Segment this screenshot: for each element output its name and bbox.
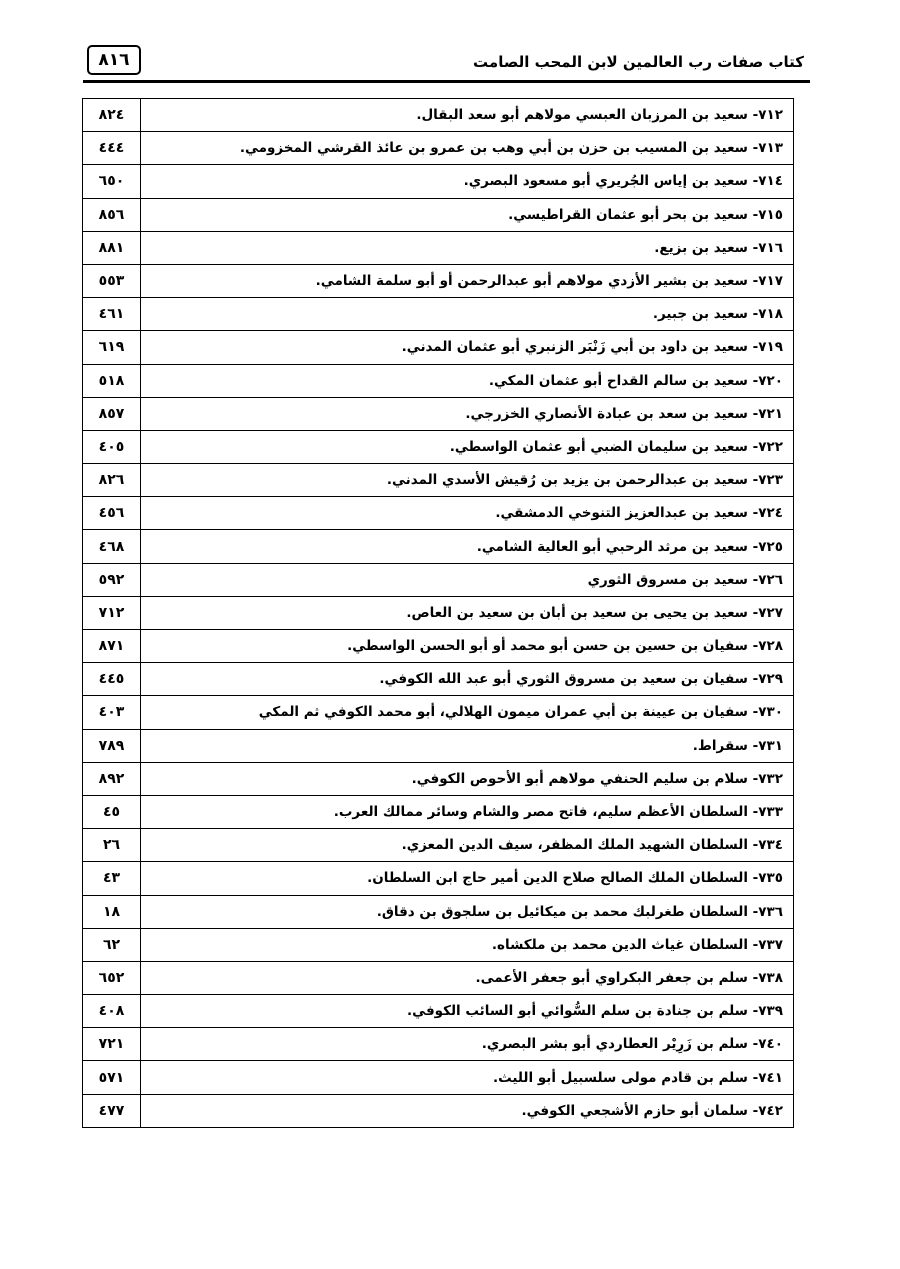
entry-page-number: ٨٥٦ <box>83 198 141 231</box>
entry-name: ٧٢٥- سعيد بن مرثد الرحبي أبو العالية الشامي. <box>141 530 794 563</box>
entry-name: ٧٣٨- سلم بن جعفر البكراوي أبو جعفر الأعمى. <box>141 961 794 994</box>
page-number: ٨١٦ <box>87 45 141 75</box>
table-row <box>83 99 794 132</box>
entry-page-number: ٥٩٢ <box>83 563 141 596</box>
book-title: كتاب صفات رب العالمين لابن المحب الصامت <box>473 53 804 71</box>
entry-page-number: ٤٤٤ <box>83 132 141 165</box>
entry-page-number: ٧٨٩ <box>83 729 141 762</box>
entry-page-number: ٨٢٤ <box>83 99 141 132</box>
table-row <box>83 198 794 231</box>
entry-name: ٧٣٠- سفيان بن عيينة بن أبي عمران ميمون الهلالي، أبو محمد الكوفي ثم المكي <box>141 696 794 729</box>
entry-name: ٧٣٣- السلطان الأعظم سليم، فاتح مصر والشام وسائر ممالك العرب. <box>141 795 794 828</box>
entry-name: ٧١٧- سعيد بن بشير الأزدي مولاهم أبو عبدالرحمن أو أبو سلمة الشامي. <box>141 264 794 297</box>
table-row <box>83 696 794 729</box>
entry-page-number: ٨٥٧ <box>83 397 141 430</box>
entry-name: ٧١٣- سعيد بن المسيب بن حزن بن أبي وهب بن عمرو بن عائذ القرشي المخزومي. <box>141 132 794 165</box>
entry-name: ٧٤١- سلم بن قادم مولى سلسبيل أبو الليث. <box>141 1061 794 1094</box>
entry-name: ٧٢٠- سعيد بن سالم القداح أبو عثمان المكي. <box>141 364 794 397</box>
entry-name: ٧٢١- سعيد بن سعد بن عبادة الأنصاري الخزرجي. <box>141 397 794 430</box>
entry-name: ٧٣٢- سلام بن سليم الحنفي مولاهم أبو الأحوص الكوفي. <box>141 762 794 795</box>
table-row <box>83 895 794 928</box>
entry-name: ٧٢٩- سفيان بن سعيد بن مسروق الثوري أبو عبد الله الكوفي. <box>141 663 794 696</box>
index-table <box>82 98 794 1128</box>
entry-page-number: ٦١٩ <box>83 331 141 364</box>
page-header <box>83 45 810 79</box>
table-row <box>83 630 794 663</box>
entry-page-number: ٨٨١ <box>83 231 141 264</box>
entry-name: ٧٣٦- السلطان طغرلبك محمد بن ميكائيل بن سلجوق بن دقاق. <box>141 895 794 928</box>
entry-page-number: ٦٢ <box>83 928 141 961</box>
table-row <box>83 596 794 629</box>
table-row <box>83 530 794 563</box>
header-rule <box>83 80 810 83</box>
table-row <box>83 132 794 165</box>
table-row <box>83 729 794 762</box>
entry-name: ٧٢٨- سفيان بن حسين بن حسن أبو محمد أو أبو الحسن الواسطي. <box>141 630 794 663</box>
table-row <box>83 264 794 297</box>
entry-page-number: ٥٥٣ <box>83 264 141 297</box>
entry-name: ٧٢٧- سعيد بن يحيى بن سعيد بن أبان بن سعيد بن العاص. <box>141 596 794 629</box>
entry-page-number: ٤٣ <box>83 862 141 895</box>
table-row <box>83 497 794 530</box>
table-row <box>83 795 794 828</box>
table-row <box>83 1094 794 1127</box>
entry-page-number: ٥٧١ <box>83 1061 141 1094</box>
entry-name: ٧٣٤- السلطان الشهيد الملك المظفر، سيف الدين المعزي. <box>141 829 794 862</box>
entry-name: ٧٤٢- سلمان أبو حازم الأشجعي الكوفي. <box>141 1094 794 1127</box>
entry-page-number: ٨٧١ <box>83 630 141 663</box>
table-row <box>83 231 794 264</box>
entry-page-number: ٥١٨ <box>83 364 141 397</box>
entry-name: ٧١٩- سعيد بن داود بن أبي زَنْبَر الزنبري أبو عثمان المدني. <box>141 331 794 364</box>
entry-page-number: ٤٦٨ <box>83 530 141 563</box>
entry-name: ٧١٦- سعيد بن بزيع. <box>141 231 794 264</box>
entry-page-number: ٦٥٢ <box>83 961 141 994</box>
entry-name: ٧٢٤- سعيد بن عبدالعزيز التنوخي الدمشقي. <box>141 497 794 530</box>
table-row <box>83 331 794 364</box>
table-row <box>83 298 794 331</box>
entry-name: ٧٢٦- سعيد بن مسروق الثوري <box>141 563 794 596</box>
entry-name: ٧٢٣- سعيد بن عبدالرحمن بن يزيد بن رُقيش الأسدي المدني. <box>141 464 794 497</box>
entry-page-number: ٧٢١ <box>83 1028 141 1061</box>
table-row <box>83 397 794 430</box>
entry-name: ٧٣١- سقراط. <box>141 729 794 762</box>
entry-page-number: ٦٥٠ <box>83 165 141 198</box>
entry-page-number: ٢٦ <box>83 829 141 862</box>
entry-name: ٧١٤- سعيد بن إياس الجُريري أبو مسعود البصري. <box>141 165 794 198</box>
table-row <box>83 165 794 198</box>
table-row <box>83 430 794 463</box>
table-row <box>83 364 794 397</box>
table-row <box>83 862 794 895</box>
entry-name: ٧٣٥- السلطان الملك الصالح صلاح الدين أمير حاج ابن السلطان. <box>141 862 794 895</box>
entry-page-number: ٤٠٨ <box>83 995 141 1028</box>
table-row <box>83 1061 794 1094</box>
table-row <box>83 563 794 596</box>
entry-page-number: ٨٢٦ <box>83 464 141 497</box>
table-row <box>83 928 794 961</box>
entry-name: ٧١٨- سعيد بن جبير. <box>141 298 794 331</box>
table-row <box>83 995 794 1028</box>
entry-page-number: ٤٧٧ <box>83 1094 141 1127</box>
entry-page-number: ٤٥٦ <box>83 497 141 530</box>
entry-page-number: ٨٩٢ <box>83 762 141 795</box>
entry-name: ٧٣٩- سلم بن جنادة بن سلم السُّوائي أبو السائب الكوفي. <box>141 995 794 1028</box>
entry-page-number: ٤٥ <box>83 795 141 828</box>
table-row <box>83 961 794 994</box>
entry-page-number: ٧١٢ <box>83 596 141 629</box>
table-row <box>83 1028 794 1061</box>
table-row <box>83 829 794 862</box>
entry-name: ٧١٥- سعيد بن بحر أبو عثمان القراطيسي. <box>141 198 794 231</box>
table-row <box>83 762 794 795</box>
entry-page-number: ١٨ <box>83 895 141 928</box>
entry-name: ٧٣٧- السلطان غياث الدين محمد بن ملكشاه. <box>141 928 794 961</box>
entry-name: ٧٤٠- سلم بن زَرِيْر العطاردي أبو بشر البصري. <box>141 1028 794 1061</box>
entry-page-number: ٤٤٥ <box>83 663 141 696</box>
entry-name: ٧١٢- سعيد بن المرزبان العبسي مولاهم أبو سعد البقال. <box>141 99 794 132</box>
entry-name: ٧٢٢- سعيد بن سليمان الضبي أبو عثمان الواسطي. <box>141 430 794 463</box>
table-row <box>83 464 794 497</box>
entry-page-number: ٤٦١ <box>83 298 141 331</box>
table-row <box>83 663 794 696</box>
entry-page-number: ٤٠٣ <box>83 696 141 729</box>
entry-page-number: ٤٠٥ <box>83 430 141 463</box>
